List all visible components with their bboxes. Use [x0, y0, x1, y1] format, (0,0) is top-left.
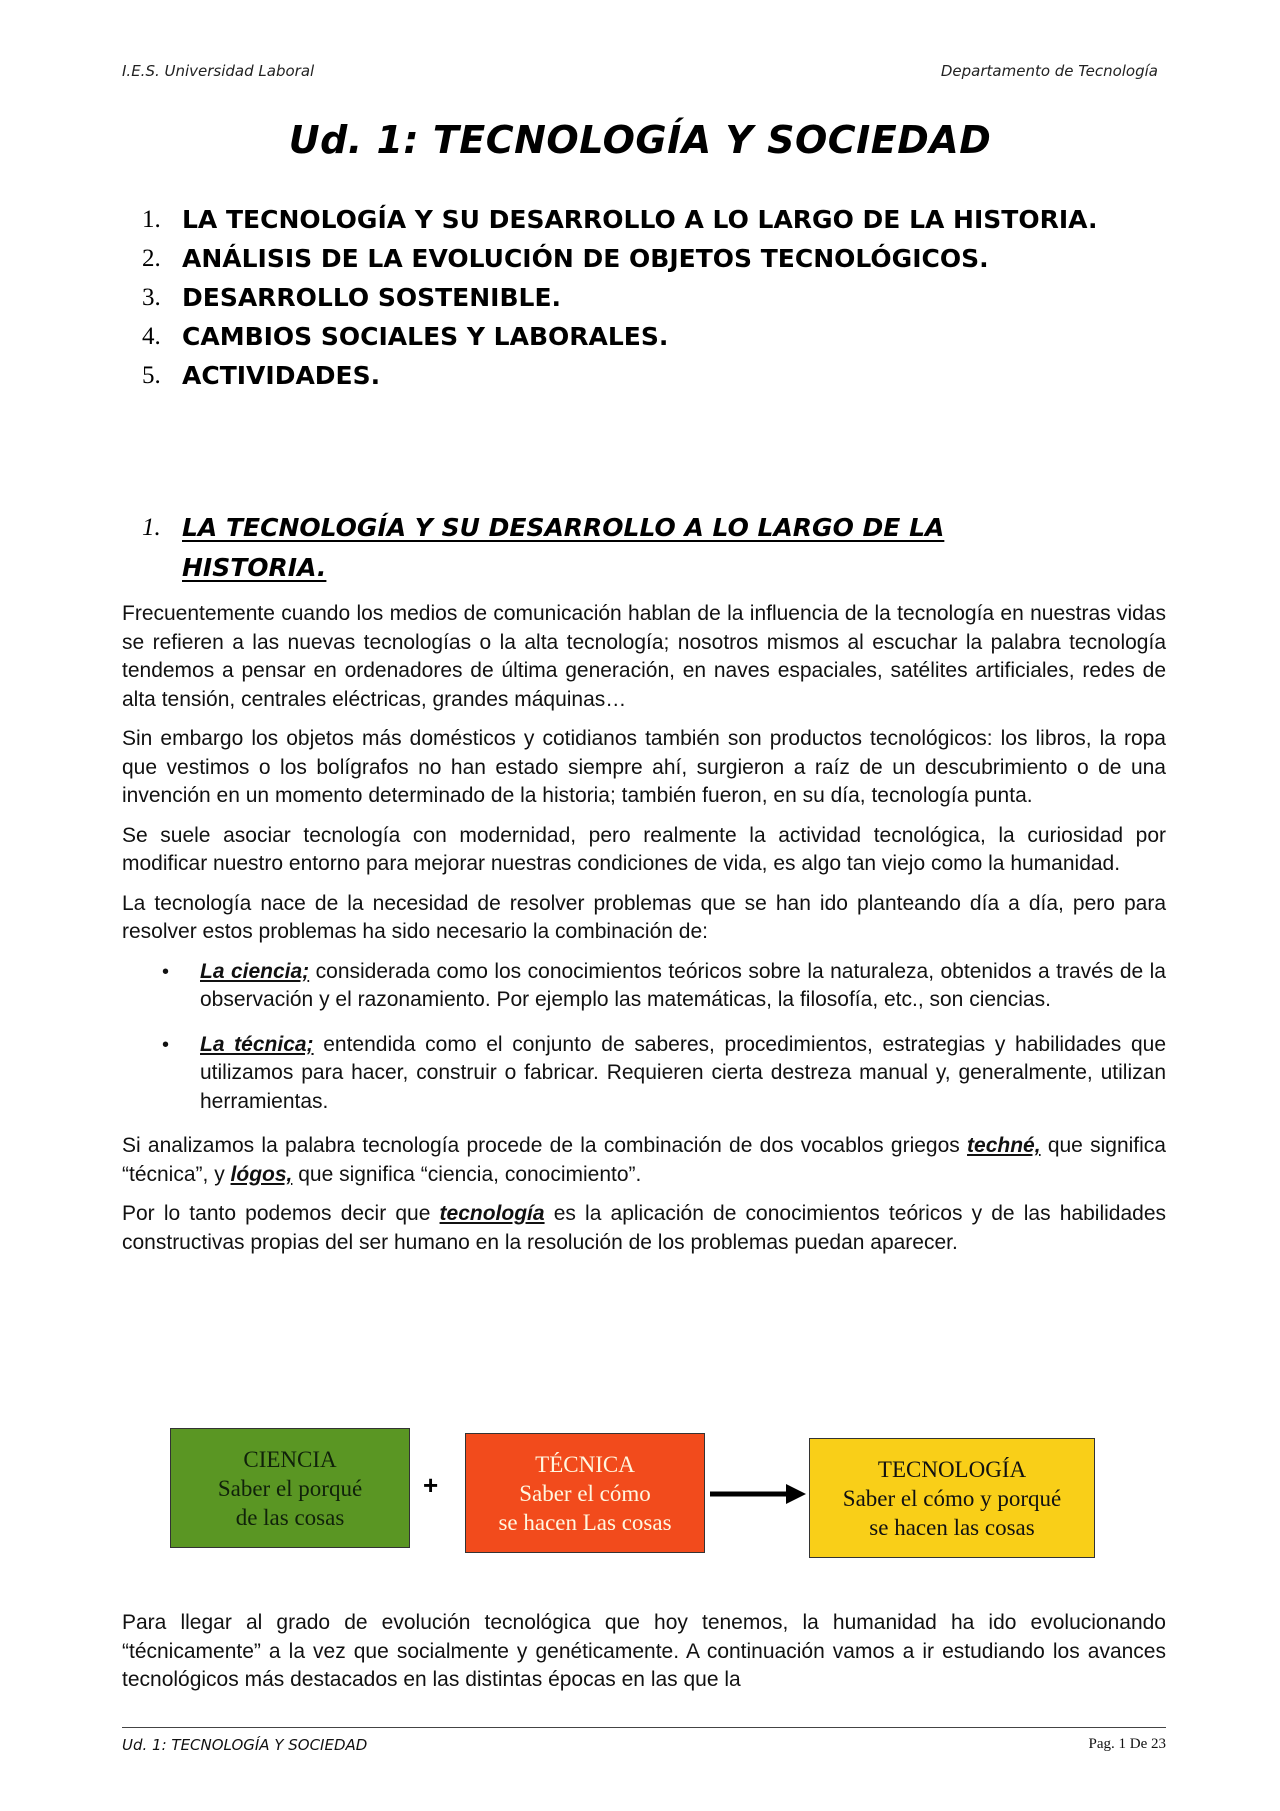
table-of-contents	[142, 200, 1142, 395]
continuation-text	[122, 1609, 1166, 1695]
list-item	[122, 958, 1166, 1015]
paragraph: Frecuentemente cuando los medios de comunicación hablan de la influencia de la tecnología en nuestras vidas se refieren a las nuevas tecnologías o la alta tecnología; nosotros mismos al escuchar la palabra tecnología tendemos a pensar en ordenadores de última generación, en naves espaciales, satélites artificiales, redes de alta tensión, centrales eléctricas, grandes máquinas…	[122, 602, 1166, 711]
paragraph: Se suele asociar tecnología con modernidad, pero realmente la actividad tecnológica, la curiosidad por modificar nuestro entorno para mejorar nuestras condiciones de vida, es algo tan viejo como la humanidad.	[122, 823, 1166, 875]
box-tecnologia	[809, 1438, 1095, 1558]
box-line: se hacen las cosas	[869, 1514, 1035, 1540]
section-heading	[142, 508, 1082, 588]
text-run: que significa “técnica”, y	[122, 1134, 1166, 1186]
arrow-right-icon	[708, 1482, 808, 1506]
term-ciencia: La ciencia;	[200, 959, 310, 983]
running-footer	[122, 1736, 1166, 1758]
toc-number: 2.	[142, 245, 161, 272]
toc-number: 4.	[142, 323, 161, 350]
toc-item	[142, 356, 1142, 395]
toc-number: 3.	[142, 284, 161, 311]
section-number: 1.	[142, 514, 161, 541]
term-definition: entendida como el conjunto de saberes, procedimientos, estrategias y habilidades que utilizamos para hacer, construir o fabricar. Requieren cierta destreza manual y, generalmente, utilizan herramientas.	[200, 1032, 1166, 1113]
section-body	[122, 600, 1166, 1268]
toc-text: LA TECNOLOGÍA Y SU DESARROLLO A LO LARGO DE LA HISTORIA.	[182, 205, 1098, 234]
toc-item	[142, 317, 1142, 356]
toc-item	[142, 278, 1142, 317]
footer-unit-title: Ud. 1: TECNOLOGÍA Y SOCIEDAD	[122, 1736, 368, 1754]
toc-text: DESARROLLO SOSTENIBLE.	[182, 283, 562, 312]
toc-text: ACTIVIDADES.	[182, 361, 381, 390]
page-title: Ud. 1: TECNOLOGÍA Y SOCIEDAD	[288, 118, 992, 162]
box-line: se hacen Las cosas	[498, 1509, 672, 1535]
footer-divider	[122, 1727, 1166, 1728]
paragraph: Sin embargo los objetos más domésticos y cotidianos también son productos tecnológicos: los libros, la ropa que vestimos o los bolígrafos no han estado siempre ahí, surgieron a raíz de un descubrimiento o de una invención en un momento determinado de la historia; también fueron, en su día, tecnología punta.	[122, 727, 1166, 807]
header-school: I.E.S. Universidad Laboral	[122, 62, 315, 80]
bullet-list	[122, 958, 1166, 1117]
header-department: Departamento de Tecnología	[940, 62, 1158, 80]
list-item	[122, 1031, 1166, 1117]
page-number: Pag. 1 De 23	[1088, 1736, 1166, 1752]
running-header	[122, 62, 1158, 86]
toc-text: ANÁLISIS DE LA EVOLUCIÓN DE OBJETOS TECNOLÓGICOS.	[182, 244, 989, 273]
paragraph: Para llegar al grado de evolución tecnológica que hoy tenemos, la humanidad ha ido evolucionando “técnicamente” a la vez que socialmente y genéticamente. A continuación vamos a ir estudiando los avances tecnológicos más destacados en las distintas épocas en las que la	[122, 1611, 1166, 1691]
box-line: Saber el cómo y porqué	[842, 1485, 1062, 1511]
keyword-logos: lógos,	[230, 1162, 293, 1186]
box-title: TECNOLOGÍA	[877, 1456, 1027, 1482]
keyword-techne: techné,	[967, 1134, 1041, 1157]
term-tecnica: La técnica;	[200, 1032, 314, 1056]
box-title: CIENCIA	[243, 1446, 337, 1472]
concept-diagram	[170, 1428, 1100, 1558]
box-line: de las cosas	[235, 1504, 345, 1530]
section-title: LA TECNOLOGÍA Y SU DESARROLLO A LO LARGO DE LA HISTORIA.	[182, 513, 945, 582]
keyword-tecnologia: tecnología	[439, 1202, 545, 1225]
box-title: TÉCNICA	[535, 1451, 635, 1477]
toc-item	[142, 239, 1142, 278]
toc-number: 1.	[142, 206, 161, 233]
box-ciencia	[170, 1428, 410, 1548]
plus-sign: +	[423, 1470, 439, 1500]
paragraph: La tecnología nace de la necesidad de resolver problemas que se han ido planteando día a día, pero para resolver estos problemas ha sido necesario la combinación de:	[122, 891, 1166, 943]
text-run: es la aplicación de conocimientos teóricos y de las habilidades constructivas propias del ser humano en la resolución de los problemas puedan aparecer.	[122, 1202, 1166, 1254]
text-run: que significa “ciencia, conocimiento”.	[292, 1162, 642, 1186]
box-tecnica	[465, 1433, 705, 1553]
text-run: Por lo tanto podemos decir que	[122, 1202, 440, 1225]
box-line: Saber el cómo	[519, 1480, 651, 1506]
paragraph	[122, 1200, 1166, 1257]
term-definition: considerada como los conocimientos teóricos sobre la naturaleza, obtenidos a través de la observación y el razonamiento. Por ejemplo las matemáticas, la filosofía, etc., son ciencias.	[200, 959, 1166, 1011]
toc-text: CAMBIOS SOCIALES Y LABORALES.	[182, 322, 669, 351]
box-line: Saber el porqué	[217, 1475, 363, 1501]
toc-number: 5.	[142, 362, 161, 389]
text-run: Si analizamos la palabra tecnología procede de la combinación de dos vocablos griegos	[122, 1134, 968, 1157]
paragraph	[122, 1132, 1166, 1189]
toc-item	[142, 200, 1142, 239]
